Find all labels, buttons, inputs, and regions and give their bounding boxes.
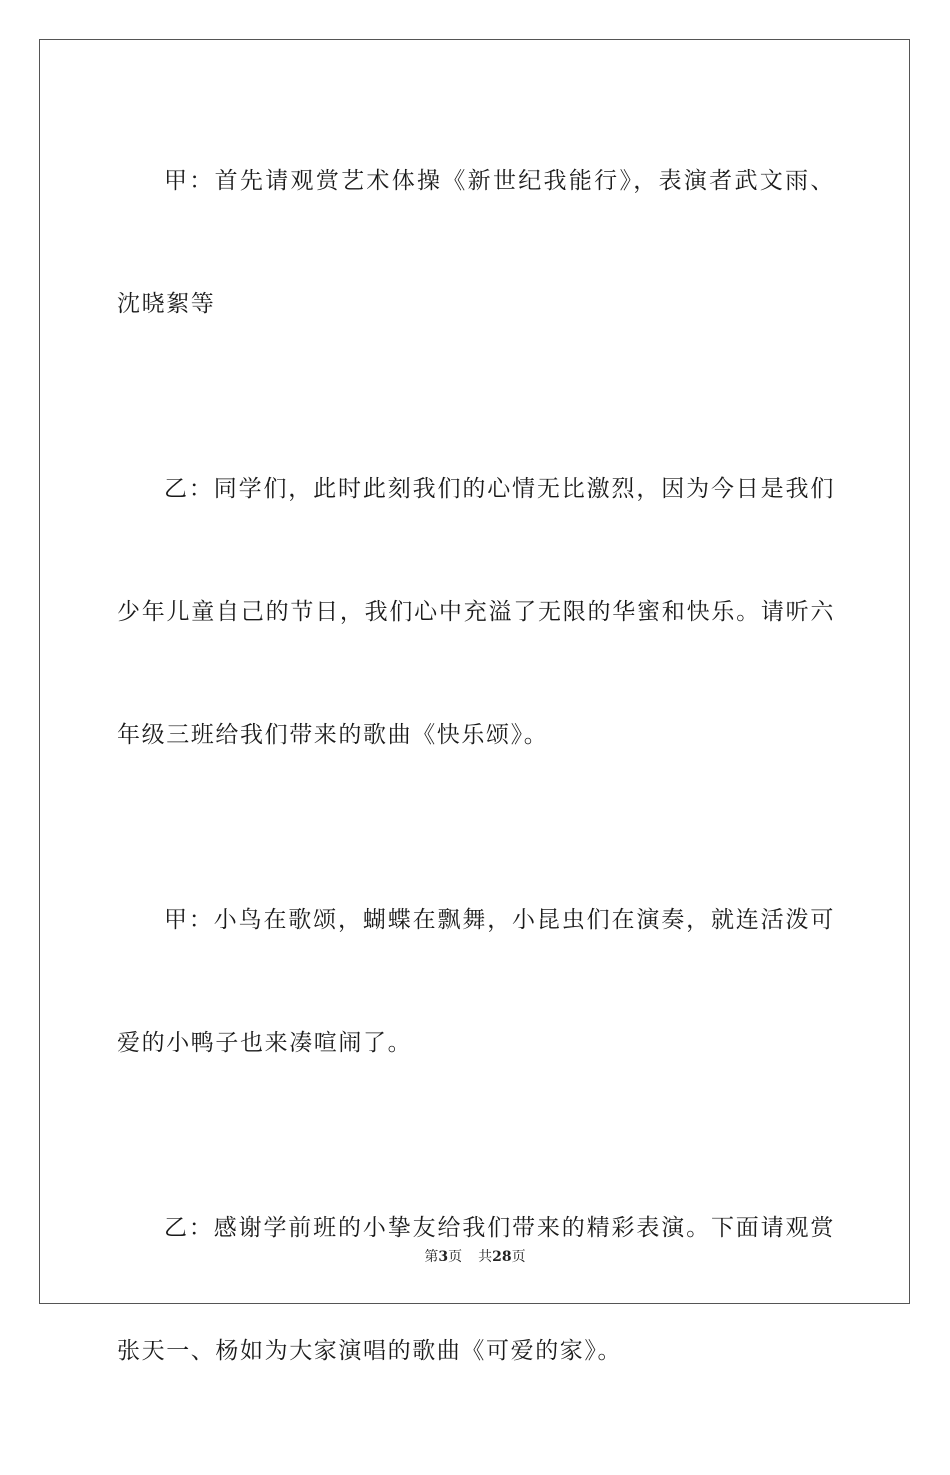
total-suffix: 页 bbox=[511, 1249, 526, 1265]
paragraph-3: 甲：小鸟在歌颂，蝴蝶在飘舞，小昆虫们在演奏，就连活泼可爱的小鸭子也来凑喧闹了。 bbox=[117, 907, 835, 1056]
paragraph-4: 乙：感谢学前班的小挚友给我们带来的精彩表演。下面请观赏张天一、杨如为大家演唱的歌曲《可爱的家》。 bbox=[117, 1215, 835, 1364]
page-prefix: 第 bbox=[424, 1249, 439, 1265]
page-footer bbox=[0, 1247, 950, 1267]
page-suffix: 页 bbox=[448, 1249, 463, 1265]
paragraph-2: 乙：同学们，此时此刻我们的心情无比激烈，因为今日是我们少年儿童自己的节日，我们心中充溢了无限的华蜜和快乐。请听六年级三班给我们带来的歌曲《快乐颂》。 bbox=[117, 476, 835, 748]
page-number: 3 bbox=[438, 1249, 449, 1265]
total-prefix: 共 bbox=[478, 1249, 493, 1265]
document-body bbox=[117, 120, 835, 1475]
paragraph-1: 甲：首先请观赏艺术体操《新世纪我能行》，表演者武文雨、沈晓絮等 bbox=[117, 168, 835, 317]
total-pages: 28 bbox=[492, 1249, 512, 1265]
